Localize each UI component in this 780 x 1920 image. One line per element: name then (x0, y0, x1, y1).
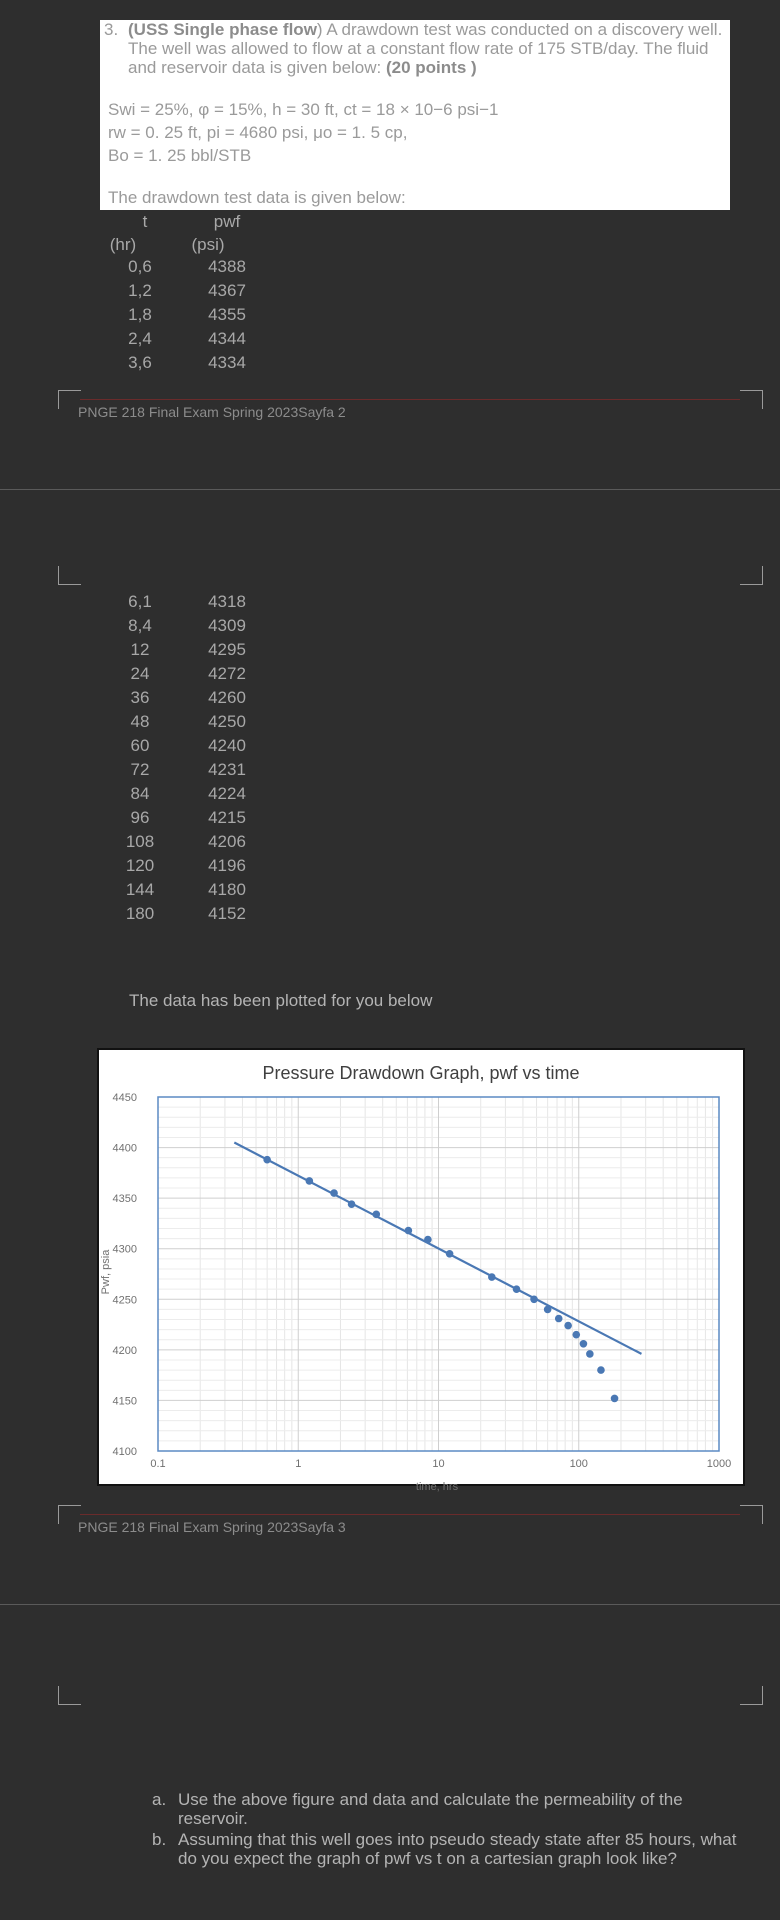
y-tick-label: 4400 (112, 1142, 137, 1155)
chart-title: Pressure Drawdown Graph, pwf vs time (262, 1063, 580, 1083)
data-point (544, 1306, 552, 1314)
table-cell-time: 0,6 (128, 257, 152, 276)
page-break (0, 489, 780, 490)
data-point (263, 1156, 271, 1164)
page-corner-mark (740, 566, 763, 585)
table-cell-pwf: 4309 (208, 616, 246, 635)
table-cell-pwf: 4295 (208, 640, 246, 659)
data-point (306, 1177, 314, 1185)
data-point (446, 1250, 454, 1258)
data-point (586, 1350, 594, 1358)
table-cell-pwf: 4206 (208, 832, 246, 851)
y-tick-label: 4100 (112, 1446, 137, 1458)
table-cell-time: 48 (130, 712, 150, 731)
data-point (572, 1331, 580, 1339)
table-cell-pwf: 4196 (208, 856, 246, 875)
data-point (513, 1285, 521, 1293)
table-cell-time: 2,4 (128, 329, 152, 348)
page-corner-mark (58, 566, 81, 585)
y-tick-label: 4250 (112, 1294, 137, 1307)
table-cell-time: 3,6 (128, 353, 152, 372)
table-intro: The drawdown test data is given below: (108, 188, 406, 207)
table-cell-pwf: 4152 (208, 904, 246, 923)
table-cell-time: 1,8 (128, 305, 152, 324)
data-point (488, 1273, 496, 1281)
table-cell-pwf: 4250 (208, 712, 246, 731)
sub-question-label: b. (152, 1830, 167, 1849)
table-cell-pwf: 4344 (208, 329, 246, 348)
table-cell-time: 6,1 (128, 592, 152, 611)
param-line-1: Swi = 25%, φ = 15%, h = 30 ft, ct = 18 × 10−6 psi−1 (108, 100, 499, 119)
table-cell-time: 36 (130, 688, 150, 707)
y-axis-label: Pwf, psia (100, 1249, 112, 1295)
table-header-t-unit: (hr) (109, 235, 137, 254)
x-tick-label: 1 (295, 1458, 302, 1470)
data-point (330, 1189, 338, 1197)
x-tick-label: 0.1 (150, 1458, 166, 1470)
x-axis-label: time, hrs (415, 1481, 459, 1493)
table-cell-time: 120 (125, 856, 155, 875)
table-cell-pwf: 4231 (208, 760, 246, 779)
param-line-2: rw = 0. 25 ft, pi = 4680 psi, μo = 1. 5 cp, (108, 123, 408, 142)
page-corner-mark (740, 1686, 763, 1705)
x-tick-label: 1000 (706, 1458, 732, 1470)
table-cell-pwf: 4180 (208, 880, 246, 899)
table-cell-time: 144 (125, 880, 155, 899)
question-number: 3. (104, 20, 119, 39)
sub-question-label: a. (152, 1790, 167, 1809)
table-header-pwf: pwf (213, 212, 241, 231)
table-cell-pwf: 4224 (208, 784, 246, 803)
table-header-pwf-unit: (psi) (191, 235, 225, 254)
question-points: (20 points ) (385, 58, 477, 77)
question-body: A drawdown test was conducted on a discovery well. The well was allowed to flow at a constant flow rate of 175 STB/day. The fluid and reservoir data is given below: (128, 20, 723, 77)
table-cell-time: 8,4 (128, 616, 152, 635)
data-point (564, 1322, 572, 1330)
footer-rule (80, 1514, 740, 1515)
page-footer: PNGE 218 Final Exam Spring 2023Sayfa 2 (78, 404, 346, 420)
drawdown-chart (99, 1050, 743, 1493)
data-point (597, 1366, 605, 1374)
param-line-3: Bo = 1. 25 bbl/STB (108, 146, 252, 165)
table-cell-time: 24 (130, 664, 150, 683)
data-point (611, 1395, 619, 1403)
semilog-trendline (234, 1143, 641, 1354)
sub-question-a (150, 1790, 750, 1828)
data-point (580, 1340, 588, 1348)
table-cell-time: 108 (125, 832, 155, 851)
table-cell-time: 84 (130, 784, 150, 803)
x-tick-label: 10 (432, 1458, 445, 1470)
page-corner-mark (740, 1505, 763, 1524)
table-cell-time: 180 (125, 904, 155, 923)
x-tick-label: 100 (569, 1458, 588, 1470)
table-cell-time: 12 (130, 640, 150, 659)
question-title (104, 20, 724, 77)
table-cell-time: 1,2 (128, 281, 152, 300)
data-point (348, 1200, 356, 1208)
y-tick-label: 4200 (112, 1344, 137, 1357)
table-cell-pwf: 4215 (208, 808, 246, 827)
y-tick-label: 4150 (112, 1395, 137, 1408)
table-cell-pwf: 4367 (208, 281, 246, 300)
y-tick-label: 4300 (112, 1243, 137, 1256)
chart-frame (97, 1048, 745, 1493)
table-cell-pwf: 4355 (208, 305, 246, 324)
table-cell-time: 72 (130, 760, 150, 779)
table-cell-pwf: 4388 (208, 257, 246, 276)
table-cell-time: 60 (130, 736, 150, 755)
footer-rule (80, 399, 740, 400)
plot-caption: The data has been plotted for you below (129, 991, 433, 1010)
table-cell-pwf: 4272 (208, 664, 246, 683)
table-cell-pwf: 4334 (208, 353, 246, 372)
y-tick-label: 4450 (112, 1092, 137, 1104)
sub-question-b (150, 1830, 750, 1868)
data-point (405, 1227, 413, 1235)
table-header-t: t (142, 212, 148, 231)
page-corner-mark (740, 390, 763, 409)
table-cell-time: 96 (130, 808, 150, 827)
data-point (555, 1315, 563, 1323)
page-footer: PNGE 218 Final Exam Spring 2023Sayfa 3 (78, 1519, 346, 1535)
question-topic: (USS Single phase flow (128, 20, 317, 39)
sub-questions (150, 1790, 750, 1870)
table-cell-pwf: 4318 (208, 592, 246, 611)
table-cell-pwf: 4260 (208, 688, 246, 707)
data-point (424, 1236, 432, 1244)
table-cell-pwf: 4240 (208, 736, 246, 755)
data-point (372, 1211, 380, 1219)
y-tick-label: 4350 (112, 1193, 137, 1206)
page-corner-mark (58, 1686, 81, 1705)
data-point (530, 1295, 538, 1303)
sub-question-text: Assuming that this well goes into pseudo steady state after 85 hours, what do you expect the graph of pwf vs t on a cartesian graph look like? (178, 1830, 737, 1868)
sub-question-text: Use the above figure and data and calculate the permeability of the reservoir. (178, 1790, 683, 1828)
page-break (0, 1604, 780, 1605)
question-topic-close: ) (316, 20, 323, 39)
